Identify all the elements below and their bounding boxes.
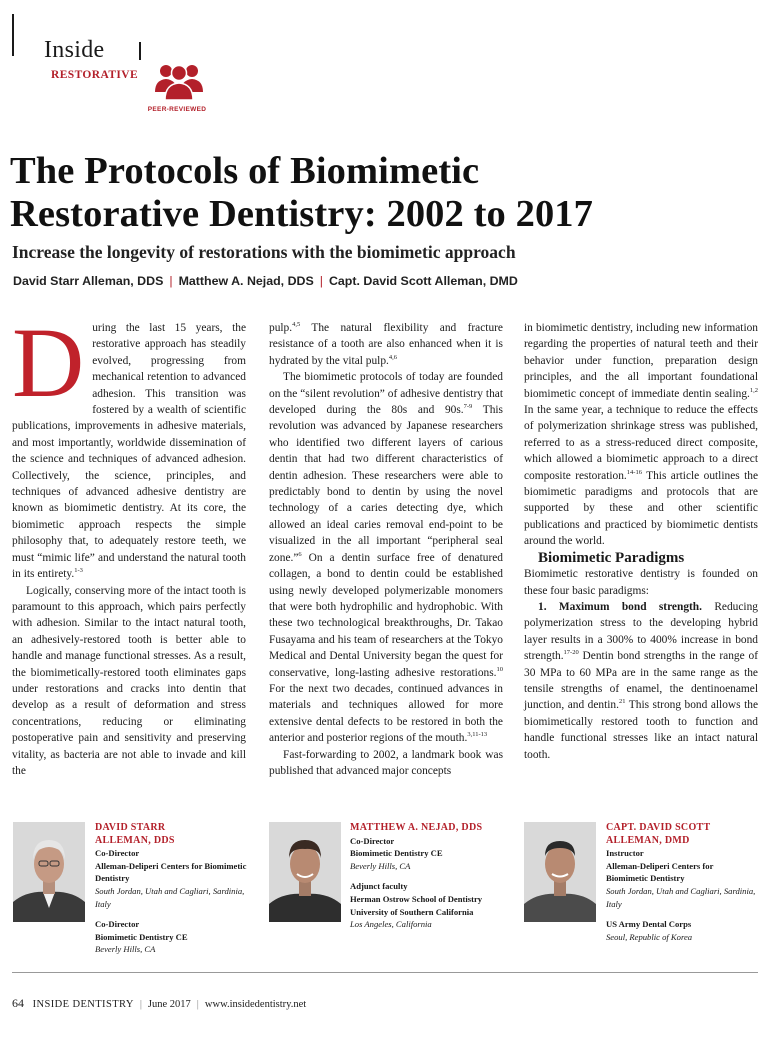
author-name: Matthew A. Nejad, DDS [178,274,314,288]
body-paragraph: pulp.$^{4,5}$ The natural flexibility and fracture resistance of a tooth are also enhanced when it is hydrated by the vital pulp.$^{4,6}$ [269,321,503,367]
bio-location: Beverly Hills, CA [95,944,156,955]
body-paragraph: 1. Maximum bond strength. Reducing polymerization stress to the developing hybrid layer results in a 300% to 400% increase in bond strength.$^{17-20}$ Dentin bond strengths in the range of 30 MPa to 60 MPa are in the same range as the tensile strengths of enamel, the dentinoenamel junction, and dentin.$^{21}$ This strong bond allows the biomimetically restored tooth to function and handle functional stresses like an intact natural tooth. [524,600,759,761]
author-photo [524,822,596,922]
bio-name: ALLEMAN, DDS [95,834,175,846]
author-bio [606,822,756,943]
citation: 21 [618,698,626,706]
peer-reviewed-label: PEER-REVIEWED [147,106,207,113]
citation: 7-9 [463,403,473,411]
bio-location: South Jordan, Utah and Cagliari, Sardinia, Italy [606,885,756,909]
body-column-1 [12,307,246,779]
author-name: David Starr Alleman, DDS [13,274,164,288]
title-line: The Protocols of Biomimetic [10,150,480,192]
page-number: 64 [12,996,24,1010]
section-divider [139,42,141,60]
page-footer [12,996,306,1011]
bio-location: Seoul, Republic of Korea [606,931,693,942]
section-title: Inside [44,37,105,63]
citation: 1,2 [749,386,758,394]
bio-org: Biomimetic Dentistry CE [350,848,443,859]
bio-org: Alleman-Deliperi Centers for Biomimetic Dentistry [95,860,247,884]
body-paragraph: Logically, conserving more of the intact tooth is paramount to this approach, which pairs perfectly with adhesion. Similar to the intact natural tooth, an adhesively-restored tooth is better able to handle and manage functional stresses. As a result, the biomimetically-restored tooth eliminates gaps under restorations and cracks into dentin that develop as a result of deformation and stress concentrations, reducing or eliminating postoperative pain and sensitivity and preserving vitality, as bacteria are not able to invade and kill the [12,584,246,777]
body-paragraph: in biomimetic dentistry, including new information regarding the properties of natural teeth and their behavior under function, preparation design principles, and the all important foundational biomimetic concept of immediate dentin sealing.$^{1,2}$ In the same year, a technique to reduce the effects of polymerization shrinkage stress was published, referred to as a stress-reduced direct composite, which allowed a biomimetic approach to a direct composite restoration.$^{14-16}$ This article outlines the biomimetic paradigms and protocols that are supported by these and other scientific publications and practiced by biomimetic dentists around the world. [524,322,759,548]
article-subtitle: Increase the longevity of restorations with the biomimetic approach [12,242,516,262]
bio-role: Co-Director [95,848,140,859]
article-title [10,150,760,236]
issue-date: June 2017 [147,999,191,1010]
bio-location: Beverly Hills, CA [350,860,411,871]
bio-location: Los Angeles, California [350,919,432,930]
paradigm-label: 1. Maximum bond strength. [538,600,702,613]
bio-org: Herman Ostrow School of Dentistry University of Southern California [350,893,483,917]
bio-org: US Army Dental Corps [606,919,692,930]
bio-name: ALLEMAN, DMD [606,834,690,846]
body-column-3 [524,320,758,763]
citation: 14-16 [626,468,642,476]
peer-reviewed-icon [150,58,208,102]
citation: 1-3 [74,567,83,575]
author-photo [269,822,341,922]
section-heading: Biomimetic Paradigms [538,549,685,566]
citation: 17-20 [563,649,579,657]
title-line: Restorative Dentistry: 2002 to 2017 [10,193,593,235]
bio-role: Instructor [606,848,644,859]
author-separator: | [169,274,173,288]
bio-role: Co-Director [95,919,140,930]
bio-name: DAVID STARR [95,822,166,833]
bio-role: Adjunct faculty [350,881,408,892]
body-paragraph: During the last 15 years, the restorative approach has steadily evolved, progressing from mechanical retention to advanced adhesion. This transition was fostered by a wealth of scientific publications, improvements in adhesive materials, and most importantly, worldwide dissemination of the science and techniques of advanced adhesion. Collectively, the science, principles, and techniques of advanced adhesive dentistry are known as biomimetic dentistry. At its core, the biomimetic approach respects the simple philosophy that, to adequately restore teeth, we must “mimic life” and understand the natural tooth in its entirety.$^{1-3}$ [12,307,246,581]
citation: 4,5 [292,321,301,329]
citation: 6 [298,550,302,558]
citation: 10 [496,665,503,673]
footer-separator: | [139,999,142,1010]
author-separator: | [319,274,323,288]
publication-name: INSIDE DENTISTRY [32,999,134,1010]
body-column-2 [269,320,503,779]
bio-org: Alleman-Deliperi Centers for Biomimetic Dentistry [606,860,714,884]
bio-name: MATTHEW A. NEJAD, DDS [350,822,483,833]
bio-location: South Jordan, Utah and Cagliari, Sardinia, Italy [95,885,245,909]
citation: 4,6 [388,354,398,362]
author-line [13,274,518,288]
body-paragraph: Fast-forwarding to 2002, a landmark book was published that advanced major concepts [269,748,503,777]
author-photo [13,822,85,922]
footer-rule [12,972,758,973]
body-paragraph: The biomimetic protocols of today are founded on the “silent revolution” of adhesive dentistry that developed during the 80s and 90s.$^{7-9}$ This revolution was advanced by Japanese researchers who identified two different layers of carious dentin that had two different characteristics of dentin adhesion. These researchers were able to predictably bond to dentin by using the novel technology of a caries detecting dye, which allowed an ideal caries removal end-point to be visualized in the all important “peripheral seal zone.”$^6$ On a dentin surface free of denatured collagen, a bond to dentin could be established using newly developed polymerizable monomers that were both hydrophilic and hydrophobic. With these two technological breakthroughs, Dr. Takao Fusayama and his team of researchers at the Tokyo Medical and Dental University began the quest for conservative, long-lasting adhesive restorations.$^{10}$ For the next two decades, continued advances in materials and techniques allowed for more extensive dental defects to be restored in both the anterior and posterior regions of the mouth.$^{3,11-13}$ [269,371,503,745]
body-paragraph: Biomimetic restorative dentistry is founded on these four basic paradigms: [524,568,758,597]
bio-org: Biomimetic Dentistry CE [95,931,188,942]
bio-role: Co-Director [350,835,395,846]
author-bio [95,822,255,956]
footer-separator: | [196,999,199,1010]
bio-name: CAPT. DAVID SCOTT [606,822,711,833]
citation: 3,11-13 [467,731,488,739]
author-bio [350,822,510,931]
drop-cap: D [12,307,85,418]
header-rule [12,14,14,56]
author-name: Capt. David Scott Alleman, DMD [328,274,518,288]
section-subtitle: RESTORATIVE [51,69,139,81]
website-link[interactable]: www.insidedentistry.net [204,999,307,1010]
